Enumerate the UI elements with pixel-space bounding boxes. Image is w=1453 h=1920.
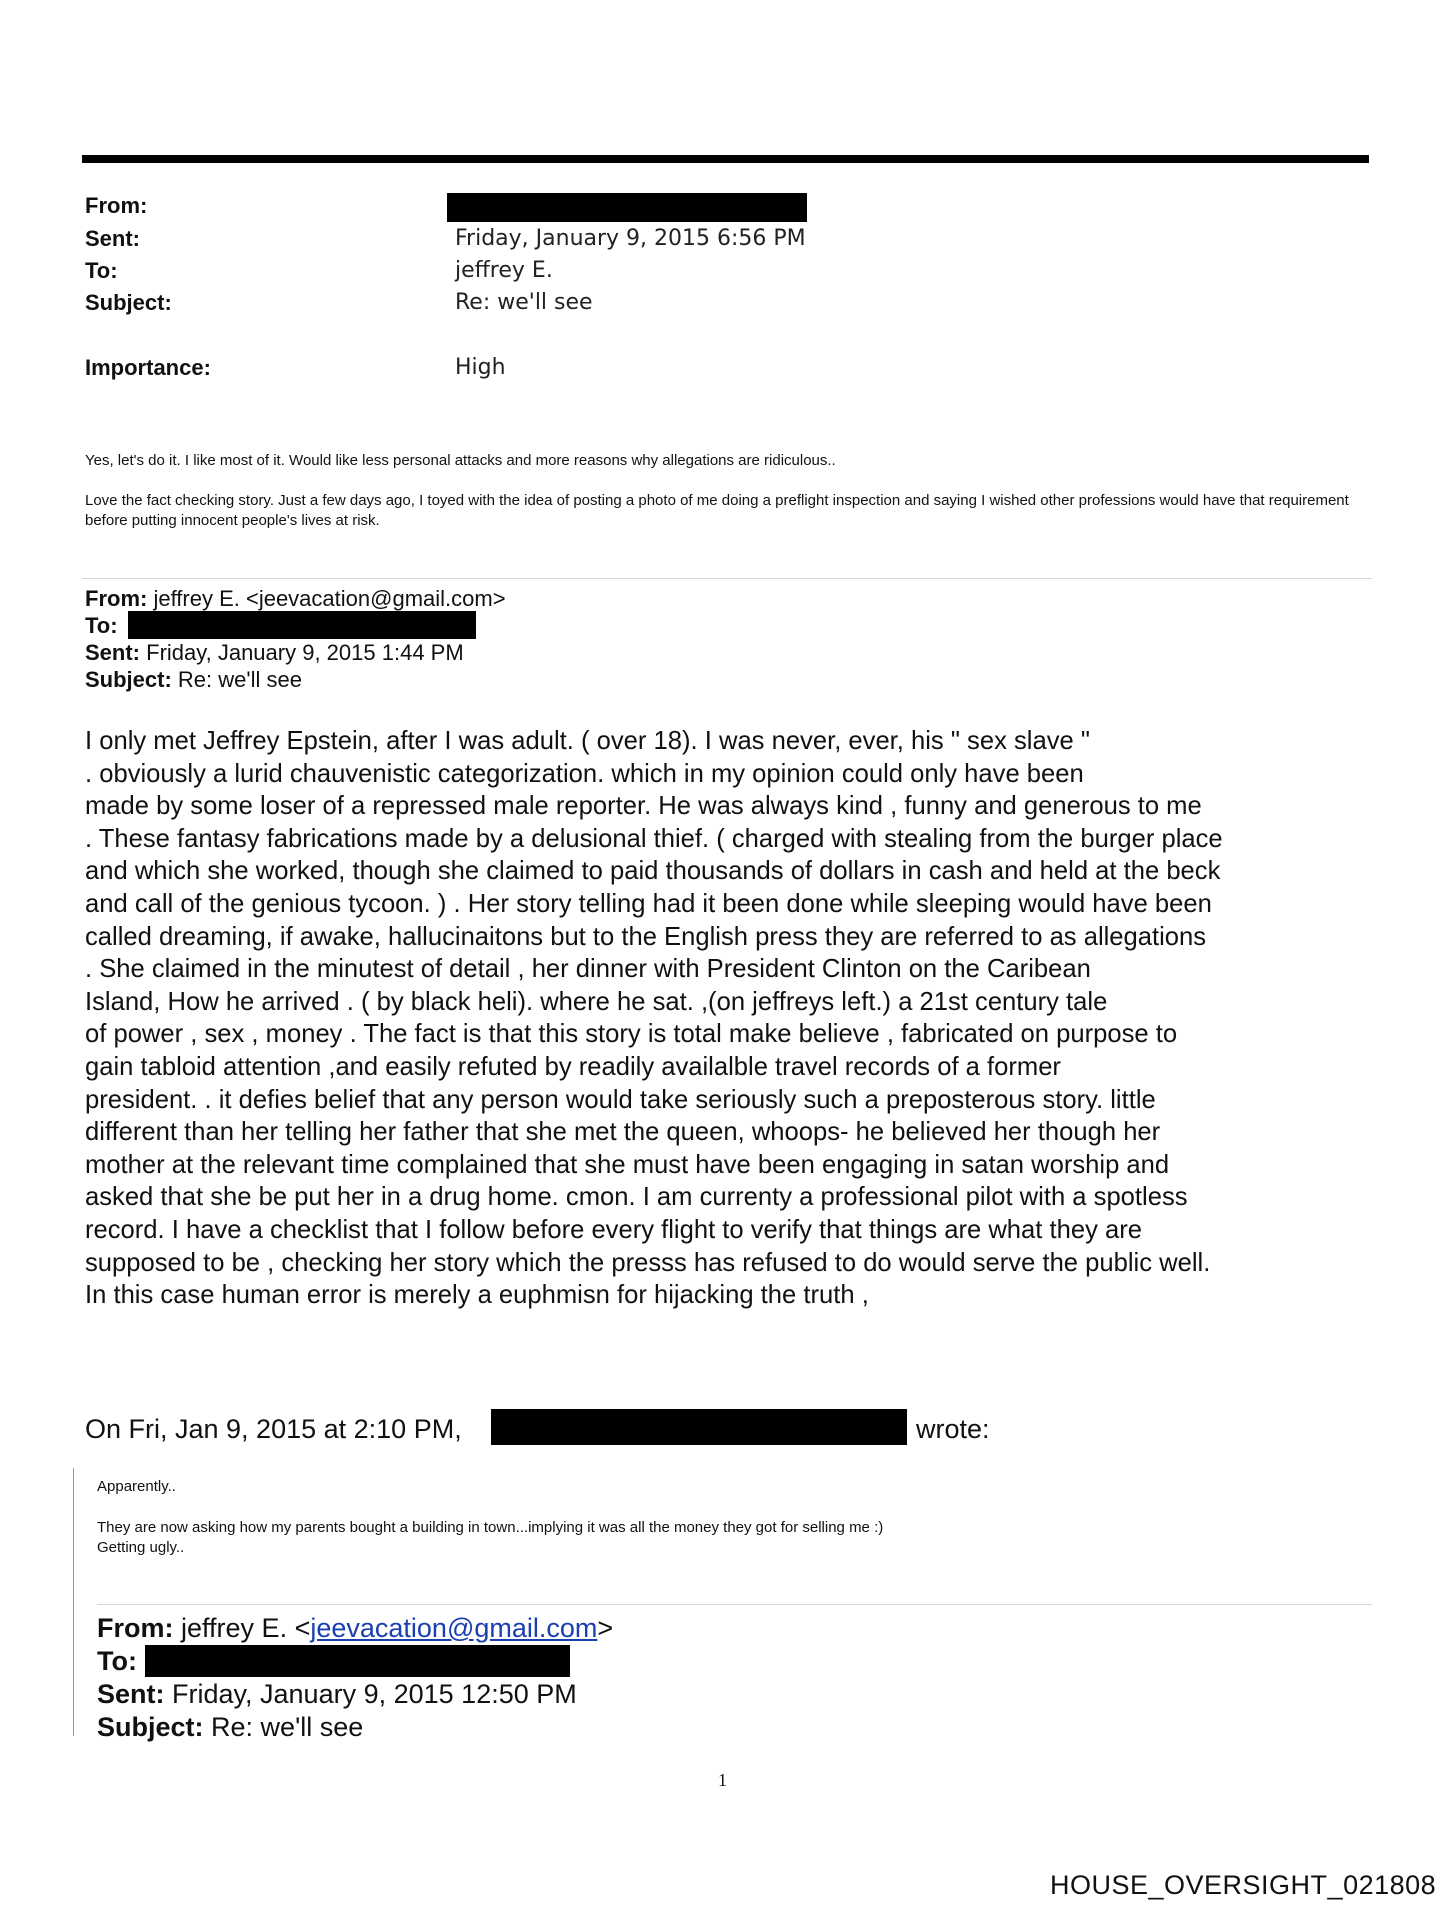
quote-intro (85, 1412, 462, 1446)
message2-from-value: jeffrey E. <jeevacation@gmail.com> (153, 586, 506, 611)
message3-subject-label: Subject: (97, 1712, 204, 1742)
subject-value: Re: we'll see (455, 290, 593, 315)
message2-subject (85, 666, 302, 693)
message2-body: I only met Jeffrey Epstein, after I was adult. ( over 18). I was never, ever, his " sex slave " . obviously a lurid chauvenistic categorization. which in my opinion could only have been made by some loser of a repressed male reporter. He was always kind , funny and generous to me . These fantasy fabrications made by a delusional thief. ( charged with stealing from the burger place and which she worked, though she claimed to paid thousands of dollars in cash and held at the beck and call of the genious tycoon. ) . Her story telling had it been done while sleeping would have been called dreaming, if awake, hallucinaitons but to the English press they are referred to as allegations . She claimed in the minutest of detail , her dinner with President Clinton on the Caribean Island, How he arrived . ( by black heli). where he sat. ,(on jeffreys left.) a 21st century tale of power , sex , money . The fact is that this story is total make believe , fabricated on purpose to gain tabloid attention ,and easily refuted by readily availalble travel records of a former president. . it defies belief that any person would take seriously such a preposterous story. little different than her telling her father that she met the queen, whoops- he believed her though her mother at the relevant time complained that she must have been engaging in satan worship and asked that she be put her in a drug home. cmon. I am currenty a professional pilot with a spotless record. I have a checklist that I follow before every flight to verify that things are what they are supposed to be , checking her story which the presss has refused to do would serve the public well. In this case human error is merely a euphmisn for hijacking the truth , (85, 727, 1223, 1310)
reply-paragraph-1: Yes, let's do it. I like most of it. Would like less personal attacks and more reasons why allegations are ridiculous.. (85, 452, 836, 469)
message2-to (85, 612, 118, 639)
message3-from (97, 1612, 613, 1645)
message3-from-name: jeffrey E. < (181, 1613, 311, 1643)
reply-paragraph-2: Love the fact checking story. Just a few days ago, I toyed with the idea of posting a photo of me doing a preflight inspection and saying I wished other professions would have that requirement before putting innocent people's lives at risk. (85, 492, 1349, 529)
subject-label: Subject: (85, 290, 172, 315)
message3-to-label: To: (97, 1646, 137, 1676)
quoted-line-3: Getting ugly.. (97, 1539, 185, 1556)
message3-subject (97, 1711, 363, 1744)
quote-intro-prefix: On Fri, Jan 9, 2015 at 2:10 PM, (85, 1414, 462, 1444)
message3-to (97, 1645, 137, 1678)
message2-sent-value: Friday, January 9, 2015 1:44 PM (146, 640, 464, 665)
message3-sent (97, 1678, 577, 1711)
message3-subject-value: Re: we'll see (211, 1712, 364, 1742)
redaction-quote-author (491, 1409, 907, 1445)
redaction-message3-to (145, 1645, 570, 1677)
divider-2 (97, 1604, 1372, 1605)
from-label: From: (85, 193, 148, 218)
importance-label: Importance: (85, 355, 211, 380)
sent-value: Friday, January 9, 2015 6:56 PM (455, 226, 806, 251)
sent-label: Sent: (85, 226, 140, 251)
message2-sent-label: Sent: (85, 640, 140, 665)
quote-bar (73, 1468, 74, 1736)
message3-sent-value: Friday, January 9, 2015 12:50 PM (172, 1679, 577, 1709)
quoted-line-1: Apparently.. (97, 1478, 176, 1495)
to-label: To: (85, 258, 118, 283)
message3-from-close: > (597, 1613, 614, 1643)
quoted-line-2: They are now asking how my parents bought a building in town...implying it was all the money they got for selling me :) (97, 1519, 884, 1536)
redaction-from (447, 193, 807, 222)
message2-subject-label: Subject: (85, 667, 172, 692)
redaction-message2-to (128, 611, 476, 639)
bates-footer: HOUSE_OVERSIGHT_021808 (1050, 1870, 1437, 1900)
message2-subject-value: Re: we'll see (177, 667, 302, 692)
divider-1 (82, 578, 1372, 579)
message3-from-label: From: (97, 1613, 174, 1643)
top-rule (82, 155, 1369, 163)
importance-value: High (455, 355, 506, 380)
message2-from-label: From: (85, 586, 148, 611)
message2-from (85, 585, 506, 612)
quote-intro-suffix: wrote: (916, 1414, 990, 1444)
page-number: 1 (718, 1770, 727, 1790)
to-value: jeffrey E. (455, 258, 553, 283)
message3-sent-label: Sent: (97, 1679, 165, 1709)
message3-email-link[interactable]: jeevacation@gmail.com (310, 1613, 598, 1643)
message2-sent (85, 639, 464, 666)
message2-to-label: To: (85, 613, 118, 638)
